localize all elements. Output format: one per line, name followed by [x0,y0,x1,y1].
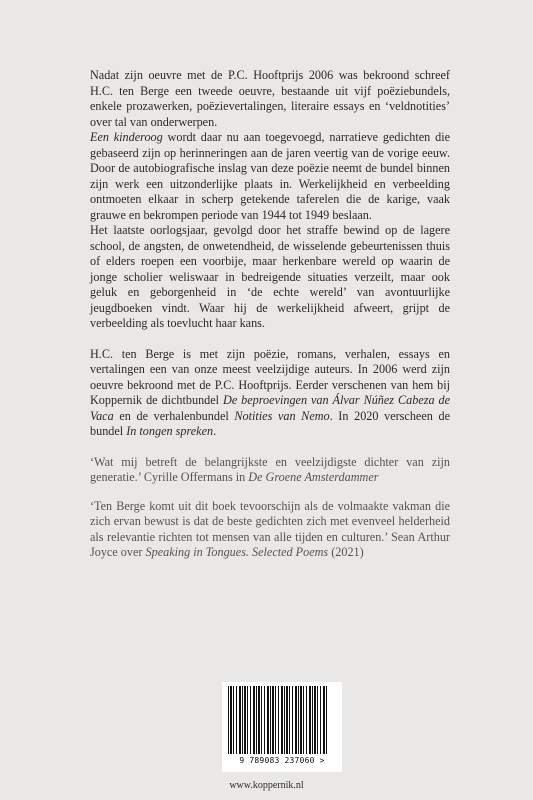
blurb-paragraph-3: Het laatste oorlogsjaar, gevolgd door het straffe bewind op de lagere school, de angsten, de onwetendheid, de wisselende gebeurtenissen thuis of elders roepen een voorbije, maar herkenbare wereld op waarin de jonge scholier weliswaar in bedreigende situaties verzeilt, maar ook geluk en geborgenheid in ‘de echte wereld’ van avontuurlijke jeugdboeken vindt. Waar hij de werkelijkheid afweert, grijpt de verbeelding als toevlucht haar kans. [90,223,450,330]
isbn-barcode [222,682,342,772]
isbn-number: 9 789083 237060 > [239,756,325,765]
barcode-bars [228,686,328,754]
review-quote-1: ‘Wat mij betreft de belangrijkste en veelzijdigste dichter van zijn generatie.’ Cyrille Offermans in De Groene Amsterdammer [90,454,450,484]
blurb-text-block [90,68,450,561]
review-quote-2: ‘Ten Berge komt uit dit boek tevoorschijn als de volmaakte vakman die zich ervan bewust is dat de beste gedichten zich met evenveel helderheid als relevantie richten tot mensen van alle tijden en culturen.’ Sean Arthur Joyce over Speaking in Tongues. Selected Poems (2021) [90,498,450,559]
author-bio: H.C. ten Berge is met zijn poëzie, romans, verhalen, essays en vertalingen een van onze meest veelzijdige auteurs. In 2006 werd zijn oeuvre bekroond met de P.C. Hooftprijs. Eerder verschenen van hem bij Koppernik de dichtbundel De beproevingen van Álvar Núñez Cabeza de Vaca en de verhalenbundel Notities van Nemo. In 2020 verscheen de bundel In tongen spreken. [90,346,450,438]
blurb-paragraph-2: Een kinderoog wordt daar nu aan toegevoegd, narratieve gedichten die gebaseerd zijn op herinneringen aan de jaren veertig van de vorige eeuw. Door de autobiografische inslag van deze poëzie neemt de bundel binnen zijn werk een uitzonderlijke plaats in. Werkelijkheid en verbeelding ontmoeten elkaar in scherp getekende taferelen die de karige, vaak grauwe en bekrompen periode van 1944 tot 1949 beslaan. [90,130,450,222]
publisher-url: www.koppernik.nl [229,780,304,791]
blurb-paragraph-1: Nadat zijn oeuvre met de P.C. Hooftprijs 2006 was bekroond schreef H.C. ten Berge een tweede oeuvre, bestaande uit vijf poëziebundels, enkele prozawerken, poëzievertalingen, literaire essays en ‘veldnotities’ over tal van onderwerpen. [90,68,450,129]
book-title: Een kinderoog [90,130,163,144]
